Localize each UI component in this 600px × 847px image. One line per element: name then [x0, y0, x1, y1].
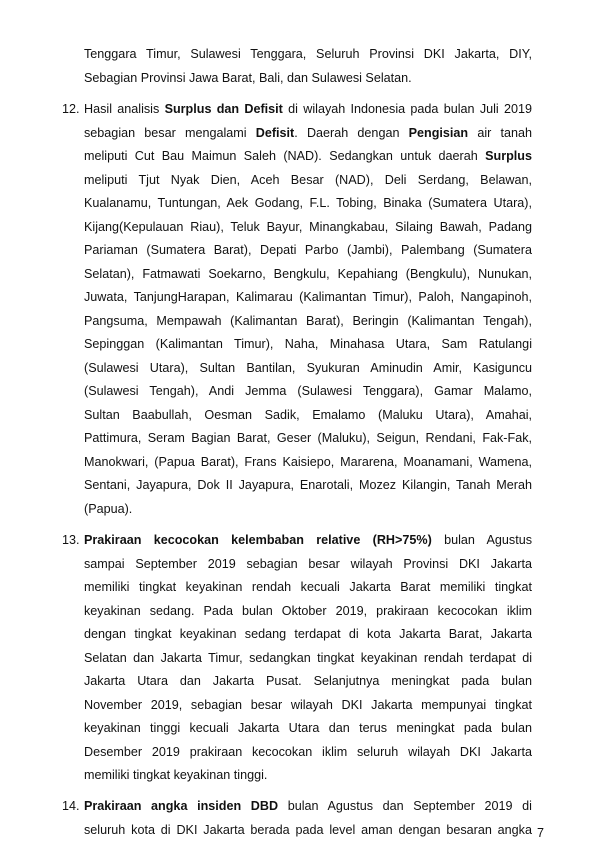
paragraph-line: memiliki tingkat keyakinan rendah kecuali Jakarta Barat memiliki tingkat	[84, 580, 532, 594]
paragraph-line: Pangsuma, Mempawah (Kalimantan Barat), Beringin (Kalimantan Tengah),	[84, 314, 532, 328]
paragraph-line: Hasil analisis Surplus dan Defisit di wilayah Indonesia pada bulan Juli 2019	[84, 102, 533, 116]
paragraph-line: memiliki tingkat keyakinan tinggi.	[84, 768, 268, 782]
paragraph-line: November 2019, sebagian besar wilayah DKI Jakarta mempunyai tingkat	[84, 698, 532, 712]
paragraph-line: keyakinan sedang. Pada bulan Oktober 2019, prakiraan kecocokan iklim	[84, 604, 532, 618]
paragraph-line: Sentani, Jayapura, Dok II Jayapura, Enarotali, Mozez Kilangin, Tanah Merah	[84, 478, 532, 492]
list-number: 13.	[62, 533, 80, 547]
paragraph-line: meliputi Tjut Nyak Dien, Aceh Besar (NAD), Deli Serdang, Belawan,	[84, 173, 532, 187]
paragraph-line: sebagian besar mengalami Defisit. Daerah dengan Pengisian air tanah	[84, 126, 533, 140]
paragraph-line: Kualanamu, Tuntungan, Aek Godang, F.L. Tobing, Binaka (Sumatera Utara),	[84, 196, 532, 210]
paragraph-line: dengan tingkat keyakinan sedang terdapat di kota Jakarta Barat, Jakarta	[84, 627, 532, 641]
paragraph-line: sampai September 2019 sebagian besar wilayah Provinsi DKI Jakarta	[84, 557, 532, 571]
paragraph-line: Selatan dan Jakarta Timur, sedangkan tingkat keyakinan rendah terdapat di	[84, 651, 532, 665]
paragraph-line: seluruh kota di DKI Jakarta berada pada level aman dengan besaran angka	[84, 823, 532, 837]
paragraph-line: (Papua).	[84, 502, 133, 516]
paragraph-line: (Sulawesi Utara), Sultan Bantilan, Syukuran Aminudin Amir, Kasiguncu	[84, 361, 532, 375]
paragraph-line: Prakiraan angka insiden DBD bulan Agustus dan September 2019 di	[84, 799, 532, 813]
paragraph-line: Sultan Baabullah, Oesman Sadik, Emalamo (Maluku Utara), Amahai,	[84, 408, 532, 422]
paragraph-line: Pattimura, Seram Bagian Barat, Geser (Maluku), Seigun, Rendani, Fak-Fak,	[84, 431, 532, 445]
page-number: 7	[536, 826, 544, 840]
paragraph-line: Desember 2019 prakiraan kecocokan iklim seluruh wilayah DKI Jakarta	[84, 745, 532, 759]
paragraph-line: meliputi Cut Bau Maimun Saleh (NAD). Sedangkan untuk daerah Surplus	[84, 149, 532, 163]
paragraph-line: (Sulawesi Tengah), Andi Jemma (Sulawesi Tenggara), Gamar Malamo,	[84, 384, 532, 398]
paragraph-line: Jakarta Utara dan Jakarta Pusat. Selanjutnya meningkat pada bulan	[84, 674, 532, 688]
paragraph-line: Sebagian Provinsi Jawa Barat, Bali, dan Sulawesi Selatan.	[84, 71, 412, 85]
paragraph-line: Prakiraan kecocokan kelembaban relative (RH>75%) bulan Agustus	[84, 533, 532, 547]
paragraph-line: Pariaman (Sumatera Barat), Depati Parbo (Jambi), Palembang (Sumatera	[84, 243, 532, 257]
paragraph-line: Sepinggan (Kalimantan Timur), Naha, Minahasa Utara, Sam Ratulangi	[84, 337, 532, 351]
paragraph-line: Selatan), Fatmawati Soekarno, Bengkulu, Kepahiang (Bengkulu), Nunukan,	[84, 267, 532, 281]
list-number: 12.	[62, 102, 80, 116]
paragraph-line: Tenggara Timur, Sulawesi Tenggara, Seluruh Provinsi DKI Jakarta, DIY,	[84, 47, 532, 61]
paragraph-line: keyakinan tinggi kecuali Jakarta Utara dan terus meningkat pada bulan	[84, 721, 532, 735]
paragraph-line: Kijang(Kepulauan Riau), Teluk Bayur, Minangkabau, Silaing Bawah, Padang	[84, 220, 532, 234]
list-number: 14.	[62, 799, 80, 813]
paragraph-line: Manokwari, (Papua Barat), Frans Kaisiepo, Mararena, Moanamani, Wamena,	[84, 455, 532, 469]
paragraph-line: Juwata, TanjungHarapan, Kalimarau (Kalimantan Timur), Paloh, Nangapinoh,	[84, 290, 532, 304]
